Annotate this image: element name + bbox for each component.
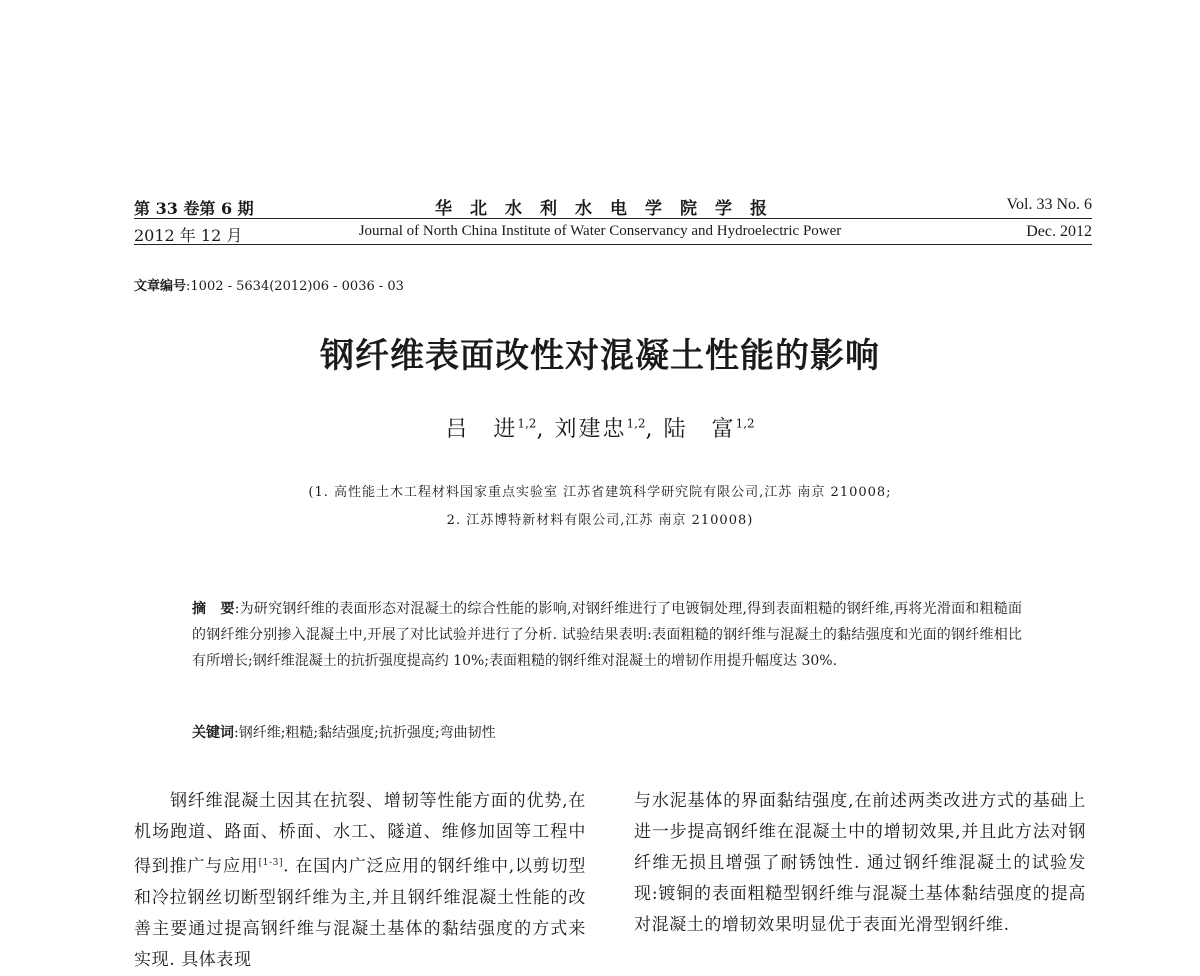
header-rule-bottom (134, 244, 1092, 245)
body-column-left (134, 786, 586, 976)
body-text: . 在国内广泛应用的钢纤维中,以剪切型和冷拉钢丝切断型钢纤维为主,并且钢纤维混凝土性能的改善主要通过提高钢纤维与混凝土基体的黏结强度的方式来实现. 具体表现 (134, 856, 586, 970)
journal-title-en: Journal of North China Institute of Water Conservancy and Hydroelectric Power (358, 223, 842, 239)
body-text: 钢纤维混凝土因其在抗裂、增韧等性能方面的优势,在机场跑道、路面、桥面、水工、隧道、维修加固等工程中得到推广与应用 (134, 791, 586, 877)
author-name: 陆 富 (663, 417, 736, 442)
article-number-label: 文章编号 (134, 279, 187, 294)
keywords-text: :钢纤维;粗糙;黏结强度;抗折强度;弯曲韧性 (234, 725, 496, 741)
author-affil-mark: 1,2 (626, 416, 646, 431)
affiliation-line: (1. 高性能土木工程材料国家重点实验室 江苏省建筑科学研究院有限公司,江苏 南京 210008; (308, 485, 892, 500)
author-name: 吕 进 (445, 417, 518, 442)
issue-date-en: Dec. 2012 (1026, 223, 1092, 240)
keywords-label: 关键词 (192, 725, 234, 741)
author-affil-mark: 1,2 (735, 416, 755, 431)
volume-en: Vol. 33 No. 6 (1006, 196, 1092, 213)
keywords (192, 722, 496, 742)
citation-ref: [1-3] (258, 858, 284, 868)
affiliation-line: 2. 江苏博特新材料有限公司,江苏 南京 210008) (446, 513, 754, 528)
author-separator: , (536, 417, 555, 442)
article-number (134, 275, 404, 294)
author-affil-mark: 1,2 (517, 416, 537, 431)
abstract (192, 596, 1022, 674)
issue-date-cn: 2012 年 12 月 (134, 226, 243, 245)
journal-title-cn: 华北水利水电学院学报 (435, 199, 785, 219)
author-name: 刘建忠 (554, 417, 627, 442)
paper-title: 钢纤维表面改性对混凝土性能的影响 (320, 336, 880, 376)
author-list (0, 412, 1200, 443)
abstract-label: 摘 要 (192, 601, 235, 617)
article-number-value: :1002 - 5634(2012)06 - 0036 - 03 (186, 279, 404, 294)
volume-issue: 第 33 卷第 6 期 (134, 199, 254, 218)
abstract-text: :为研究钢纤维的表面形态对混凝土的综合性能的影响,对钢纤维进行了电镀铜处理,得到表面粗糙的钢纤维,再将光滑面和粗糙面的钢纤维分别掺入混凝土中,开展了对比试验并进行了分析. 试验结果表明:表面粗糙的钢纤维与混凝土的黏结强度和光面的钢纤维相比有所增长;钢纤维混凝土的抗折强度提高约 10%;表面粗糙的钢纤维对混凝土的增韧作用提升幅度达 30%. (192, 601, 1022, 669)
header-rule-top (134, 218, 1092, 219)
body-column-right: 与水泥基体的界面黏结强度,在前述两类改进方式的基础上进一步提高钢纤维在混凝土中的增韧效果,并且此方法对钢纤维无损且增强了耐锈蚀性. 通过钢纤维混凝土的试验发现:镀铜的表面粗糙型钢纤维与混凝土基体黏结强度的提高对混凝土的增韧效果明显优于表面光滑型钢纤维. (634, 791, 1086, 935)
author-separator: , (645, 417, 664, 442)
